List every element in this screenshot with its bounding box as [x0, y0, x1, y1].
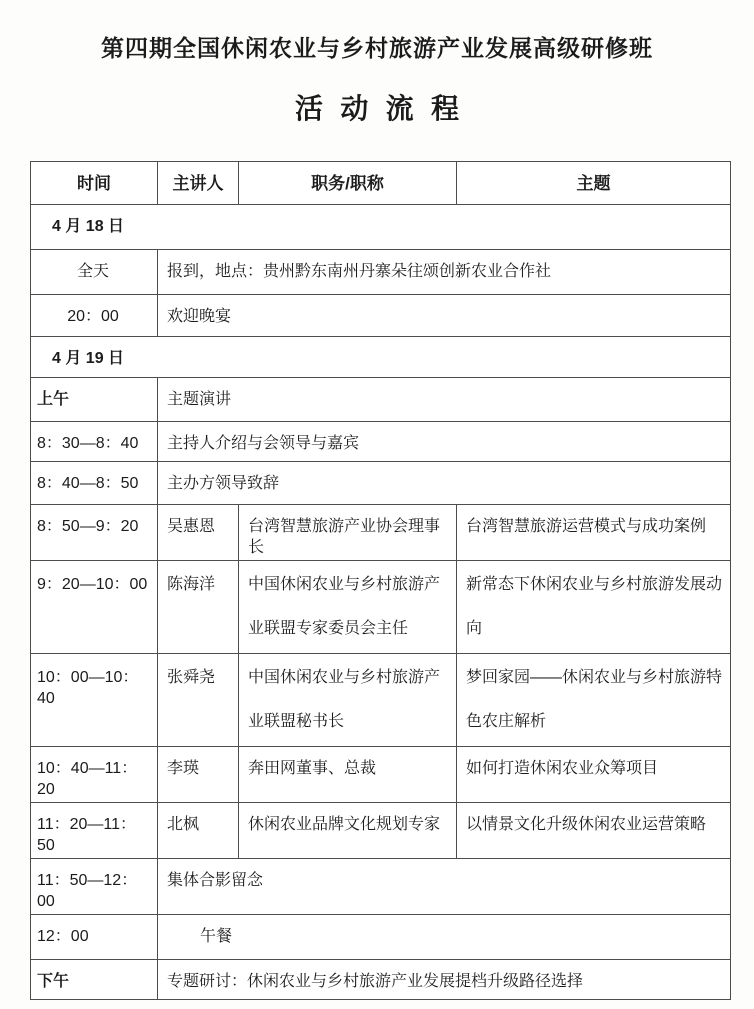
time-cell: 20：00 — [31, 295, 158, 337]
content-cell: 午餐 — [158, 915, 731, 960]
time-cell: 9：20—10：00 — [31, 561, 158, 654]
header-speaker: 主讲人 — [158, 162, 239, 205]
table-row — [31, 654, 731, 747]
position-cell: 奔田网董事、总裁 — [239, 747, 457, 803]
table-row — [31, 422, 731, 462]
time-cell: 下午 — [31, 960, 158, 1000]
position-cell: 台湾智慧旅游产业协会理事长 — [239, 505, 457, 561]
content-cell: 报到，地点：贵州黔东南州丹寨朵往颂创新农业合作社 — [158, 250, 731, 295]
topic-cell: 以情景文化升级休闲农业运营策略 — [457, 803, 731, 859]
content-cell: 主持人介绍与会领导与嘉宾 — [158, 422, 731, 462]
time-cell: 8：40—8：50 — [31, 462, 158, 505]
content-cell: 主办方领导致辞 — [158, 462, 731, 505]
header-topic: 主题 — [457, 162, 731, 205]
time-cell: 10：00—10：40 — [31, 654, 158, 747]
time-cell: 全天 — [31, 250, 158, 295]
date-cell: 4 月 19 日 — [31, 337, 731, 378]
table-row — [31, 915, 731, 960]
schedule-table — [30, 161, 731, 1000]
table-row — [31, 803, 731, 859]
topic-cell: 新常态下休闲农业与乡村旅游发展动向 — [457, 561, 731, 654]
content-cell: 集体合影留念 — [158, 859, 731, 915]
header-time: 时间 — [31, 162, 158, 205]
date-cell: 4 月 18 日 — [31, 205, 731, 250]
speaker-cell: 吴惠恩 — [158, 505, 239, 561]
table-row — [31, 561, 731, 654]
table-row — [31, 462, 731, 505]
speaker-cell: 李瑛 — [158, 747, 239, 803]
table-row — [31, 505, 731, 561]
speaker-cell: 北枫 — [158, 803, 239, 859]
header-row — [31, 162, 731, 205]
header-position: 职务/职称 — [239, 162, 457, 205]
time-cell: 12：00 — [31, 915, 158, 960]
topic-cell: 台湾智慧旅游运营模式与成功案例 — [457, 505, 731, 561]
time-cell: 10：40—11：20 — [31, 747, 158, 803]
page-title: 第四期全国休闲农业与乡村旅游产业发展高级研修班 — [101, 35, 653, 61]
table-row — [31, 250, 731, 295]
table-row-date — [31, 337, 731, 378]
topic-cell: 如何打造休闲农业众筹项目 — [457, 747, 731, 803]
content-cell: 欢迎晚宴 — [158, 295, 731, 337]
position-cell: 休闲农业品牌文化规划专家 — [239, 803, 457, 859]
topic-cell: 梦回家园——休闲农业与乡村旅游特色农庄解析 — [457, 654, 731, 747]
time-cell: 11：20—11：50 — [31, 803, 158, 859]
position-cell: 中国休闲农业与乡村旅游产业联盟秘书长 — [239, 654, 457, 747]
page-subtitle: 活动流程 — [294, 93, 477, 124]
time-cell: 上午 — [31, 378, 158, 422]
table-row-date — [31, 205, 731, 250]
table-row — [31, 747, 731, 803]
speaker-cell: 张舜尧 — [158, 654, 239, 747]
content-cell: 专题研讨：休闲农业与乡村旅游产业发展提档升级路径选择 — [158, 960, 731, 1000]
position-cell: 中国休闲农业与乡村旅游产业联盟专家委员会主任 — [239, 561, 457, 654]
content-cell: 主题演讲 — [158, 378, 731, 422]
time-cell: 11：50—12：00 — [31, 859, 158, 915]
table-row — [31, 859, 731, 915]
table-row — [31, 960, 731, 1000]
time-cell: 8：30—8：40 — [31, 422, 158, 462]
speaker-cell: 陈海洋 — [158, 561, 239, 654]
table-row — [31, 295, 731, 337]
table-row — [31, 378, 731, 422]
time-cell: 8：50—9：20 — [31, 505, 158, 561]
